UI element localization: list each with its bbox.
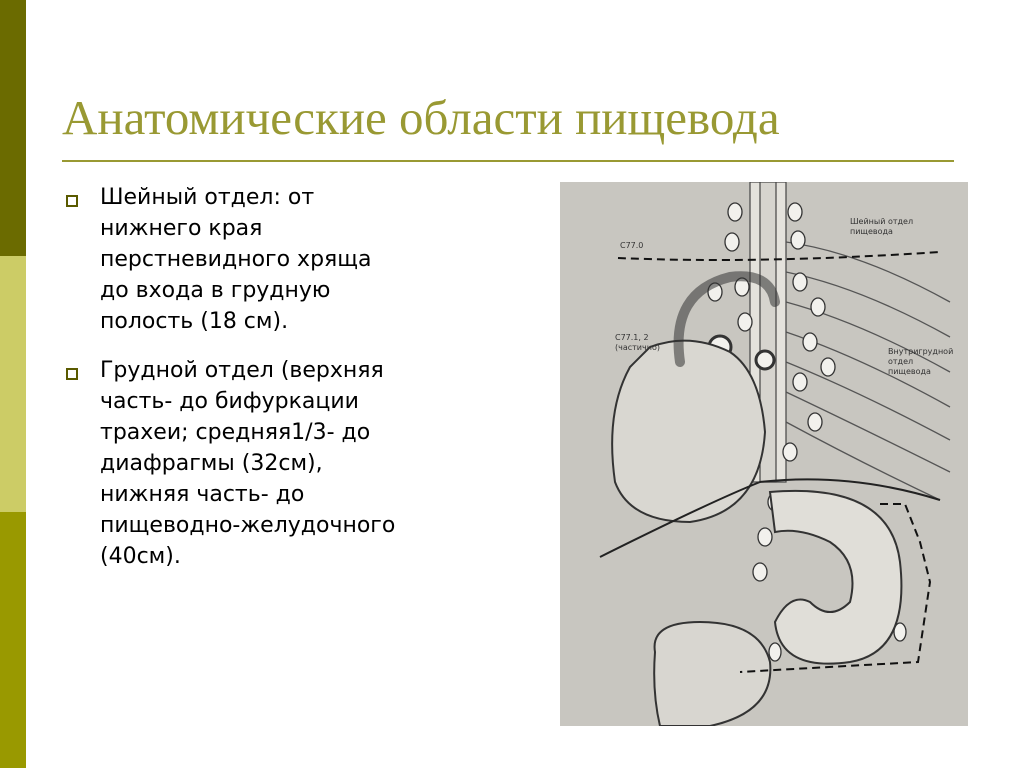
liver-lobe — [654, 622, 770, 726]
stomach-outline — [770, 491, 901, 664]
slide-title: Анатомические области пищевода — [62, 90, 780, 145]
bullet-text: Грудной отдел (верхняя часть- до бифуркации трахеи; средняя1/3- до диафрагмы (32см), нижняя часть- до пищеводно-желудочного (40см). — [100, 358, 396, 569]
sidebar-stripe-middle — [0, 256, 26, 512]
sidebar-stripe-bottom — [0, 512, 26, 768]
bullet-list — [62, 182, 492, 590]
bullet-item — [62, 355, 492, 572]
esophagus-diagram — [560, 182, 968, 726]
label-thoracic-line2: отдел — [888, 357, 914, 366]
square-bullet-icon — [66, 368, 78, 380]
bullet-text: Шейный отдел: от нижнего края перстневидного хряща до входа в грудную полость (18 см). — [100, 185, 372, 334]
title-underline — [62, 160, 954, 162]
anatomy-illustration — [560, 182, 968, 726]
label-thoracic-line3: пищевода — [888, 367, 931, 376]
label-c77-0: C77.0 — [620, 241, 644, 250]
square-bullet-icon — [66, 195, 78, 207]
label-c77-12-line2: (частично) — [615, 343, 660, 352]
label-cervical-line2: пищевода — [850, 227, 893, 236]
bullet-item — [62, 182, 492, 337]
label-c77-12-line1: C77.1, 2 — [615, 333, 649, 342]
heart-outline — [612, 341, 765, 522]
label-thoracic-line1: Внутригрудной — [888, 347, 954, 356]
label-cervical-line1: Шейный отдел — [850, 217, 914, 226]
sidebar-stripe-top — [0, 0, 26, 256]
